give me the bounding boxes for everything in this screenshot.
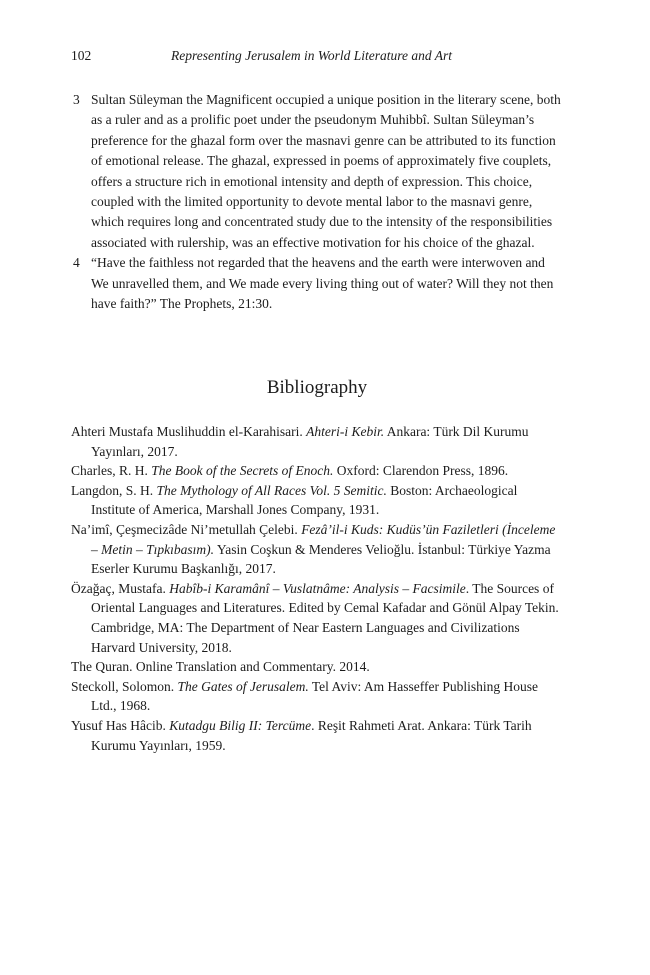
entry-publication: . Reşit Rahmeti Arat. Ankara: Türk Tarih Kurumu Yayınları, 1959. (91, 717, 532, 753)
entry-title: Ahteri-i Kebir. (306, 424, 385, 439)
bibliography-entry (71, 657, 563, 677)
bibliography-entry (71, 461, 563, 481)
entry-title: The Gates of Jerusalem. (177, 678, 309, 694)
bibliography-entry (71, 422, 563, 461)
entry-publication: Oxford: Clarendon Press, 1896. (333, 463, 509, 479)
bibliography-entry (71, 520, 563, 579)
running-header (71, 46, 559, 66)
entry-publication: Ankara: Türk Dil Kurumu Yayınları, 2017. (91, 424, 529, 459)
endnote-text: Sultan Süleyman the Magnificent occupied a unique position in the literary scene, both as a ruler and as a prolific poet under the pseudonym Muhibbî. Sultan Süleyman’s preference for the ghazal form over the masnavi genre can be attributed to its function of emotional release. The ghazal, expressed in poems of approximately five couplets, offers a structure rich in emotional intensity and depth of expression. This choice, coupled with the limited opportunity to devote mental labor to the masnavi genre, which requires long and concentrated study due to the intensity of the responsibilities associated with rulership, was an effective motivation for his choice of the ghazal. (91, 92, 561, 250)
entry-publication: Boston: Archaeological Institute of America, Marshall Jones Company, 1931. (91, 482, 518, 518)
entry-publication: . The Sources of Oriental Languages and Literatures. Edited by Cemal Kafadar and Gönül Alpay Tekin. Cambridge, MA: The Department of Near Eastern Languages and Civilizations Harvard University, 2018. (91, 580, 559, 655)
entry-publication: Yasin Coşkun & Menderes Velioğlu. İstanbul: Türkiye Yazma Eserler Kurumu Başkanlığı, 2017. (91, 541, 551, 577)
bibliography-list (71, 422, 563, 755)
bibliography-entry (71, 716, 563, 755)
entry-author: Steckoll, Solomon. (71, 678, 178, 694)
bibliography-entry (71, 481, 563, 520)
entry-title: Fezâ’il-i Kuds: Kudüs’ün Faziletleri (İnceleme – Metin – Tıpkıbasım). (91, 521, 556, 557)
endnote-number: 4 (73, 255, 80, 271)
running-title: Representing Jerusalem in World Literature and Art (171, 48, 452, 63)
endnote-text: “Have the faithless not regarded that the heavens and the earth were interwoven and We unravelled them, and We made every living thing out of water? Will they not then have faith?” The Prophets, 21:30. (91, 255, 554, 312)
entry-title: Habîb-i Karamânî – Vuslatnâme: Analysis – Facsimile (169, 580, 466, 596)
page-number: 102 (71, 48, 92, 63)
endnote (71, 90, 563, 253)
entry-author: The Quran. Online Translation and Commentary. 2014. (71, 659, 370, 675)
entry-author: Charles, R. H. (71, 463, 152, 479)
bibliography-entry (71, 579, 563, 657)
entry-author: Özağaç, Mustafa. (71, 580, 170, 596)
bibliography-heading: Bibliography (266, 377, 368, 398)
entry-author: Langdon, S. H. (71, 482, 157, 498)
endnotes (71, 90, 563, 314)
entry-author: Ahteri Mustafa Muslihuddin el-Karahisari. (71, 424, 307, 439)
endnote (71, 253, 563, 314)
bibliography-entry (71, 677, 563, 716)
entry-publication: Tel Aviv: Am Hasseffer Publishing House Ltd., 1968. (91, 678, 539, 714)
entry-author: Yusuf Has Hâcib. (71, 717, 170, 733)
entry-author: Na’imî, Çeşmecizâde Ni’metullah Çelebi. (71, 521, 302, 537)
entry-title: The Book of the Secrets of Enoch. (151, 463, 334, 479)
endnote-number: 3 (73, 92, 80, 107)
entry-title: The Mythology of All Races Vol. 5 Semitic. (156, 482, 387, 498)
entry-title: Kutadgu Bilig II: Tercüme (169, 717, 312, 733)
